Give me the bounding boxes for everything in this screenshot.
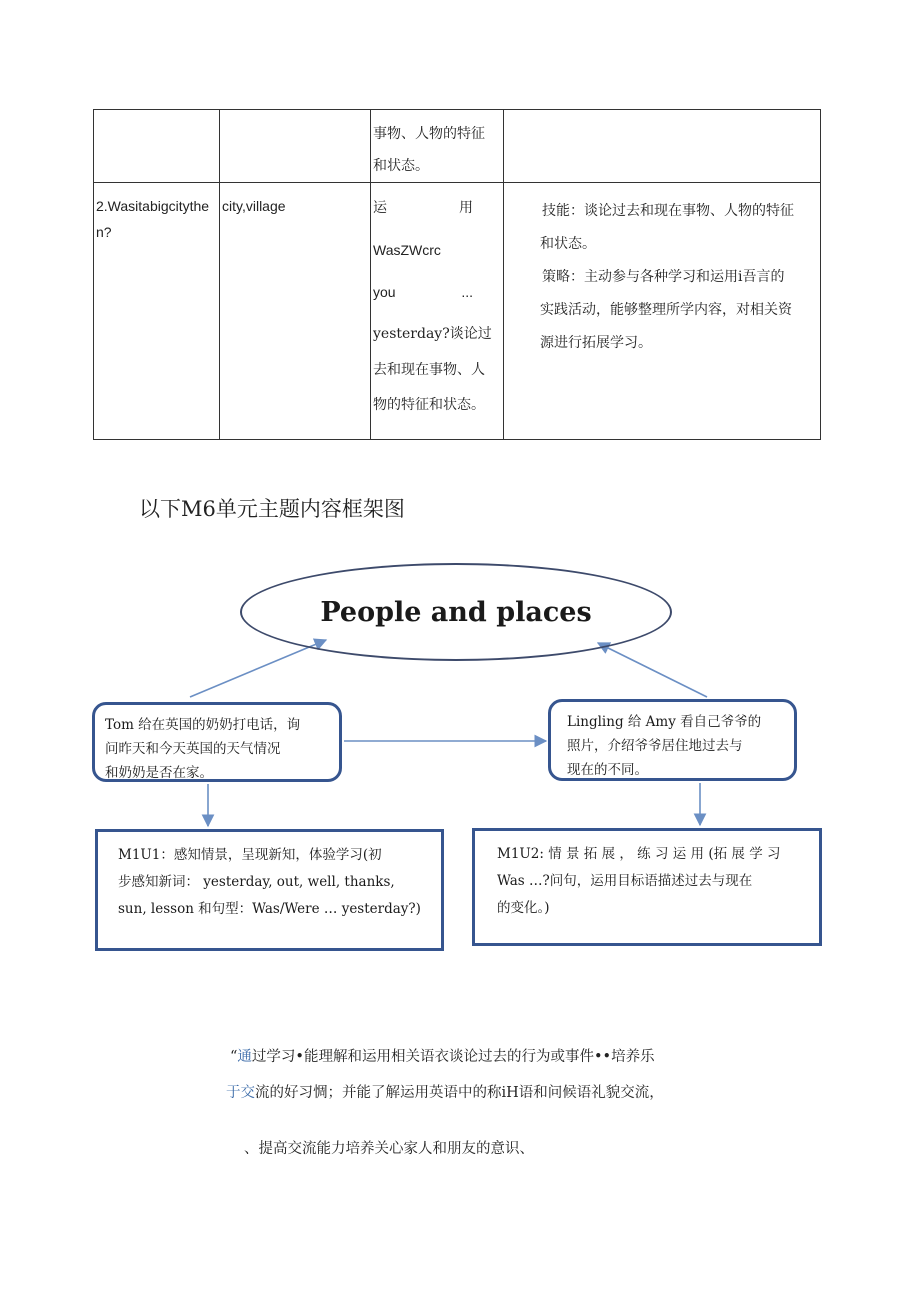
topic-title: People and places <box>320 596 592 628</box>
box-text: sun, lesson 和句型：Was/Were … yesterday?) <box>118 901 421 917</box>
closing-paragraph-line: “通过学习•能理解和运用相关语衣谈论过去的行为或事件••培养乐 <box>230 1049 655 1065</box>
lesson-title: 2.Wasitabigcitythen? <box>96 198 210 240</box>
cell-text: 事物、人物的特征 <box>373 126 485 142</box>
skill-goal: 技能：谈论过去和现在事物、人物的特征 <box>542 203 794 219</box>
strategy-goal: 策略：主动参与各种学习和运用i吾言的 <box>542 269 785 285</box>
box-text: M1U2: 情 景 拓 展 ， 练 习 运 用 (拓 展 学 习 <box>497 846 781 862</box>
box-text: Lingling 给 Amy 看自己爷爷的 <box>567 714 762 730</box>
closing-paragraph-line: 于交流的好习惆；并能了解运用英语中的称iH语和问候语礼貌交流， <box>226 1085 664 1101</box>
table-row <box>94 183 821 440</box>
table-cell <box>94 110 220 183</box>
strategy-goal: 实践活动，能够整理所学内容，对相关资 <box>540 302 792 318</box>
box-text: Was …?问句，运用目标语描述过去与现在 <box>497 873 753 889</box>
cell-text: yesterday?谈论过 <box>373 326 492 342</box>
cell-text: 物的特征和状态。 <box>373 397 485 413</box>
sentence-pattern-cell <box>371 183 504 440</box>
box-text: 问昨天和今天英国的天气情况 <box>105 741 281 757</box>
table-cell <box>504 110 821 183</box>
m1u2-box <box>472 828 822 946</box>
box-text: 现在的不同。 <box>567 762 648 778</box>
cell-text: 去和现在事物、人 <box>373 362 485 378</box>
diagram-heading: 以下M6单元主题内容框架图 <box>139 497 405 521</box>
box-text: 照片，介绍爷爷居住地过去与 <box>567 738 743 754</box>
box-text: M1U1：感知情景，呈现新知，体验学习(初 <box>118 847 382 863</box>
table-cell <box>220 110 371 183</box>
lesson-plan-table <box>93 109 821 440</box>
cell-text: 和状态。 <box>373 158 429 174</box>
arrow-tom-to-topic <box>190 640 326 697</box>
box-text: 的变化。) <box>497 900 550 916</box>
cell-text: WasZWcrc <box>373 242 441 258</box>
box-text: 步感知新词： yesterday, out, well, thanks, <box>118 874 395 890</box>
vocabulary: city,village <box>222 198 286 214</box>
table-cell <box>371 110 504 183</box>
strategy-goal: 源进行拓展学习。 <box>540 335 652 351</box>
lesson-title-cell <box>94 183 220 440</box>
arrow-lingling-to-topic <box>598 643 707 697</box>
goals-cell <box>504 183 821 440</box>
box-text: Tom 给在英国的奶奶打电话，询 <box>105 717 301 733</box>
skill-goal: 和状态。 <box>540 236 596 252</box>
m1u1-box <box>95 829 444 951</box>
closing-paragraph-line: 、提高交流能力培养关心家人和朋友的意识、 <box>244 1141 534 1157</box>
cell-text: you ... <box>373 284 473 300</box>
table-row <box>94 110 821 183</box>
topic-oval <box>240 563 672 661</box>
lingling-story-box <box>548 699 797 781</box>
tom-story-box <box>92 702 342 782</box>
vocabulary-cell <box>220 183 371 440</box>
box-text: 和奶奶是否在家。 <box>105 765 213 781</box>
cell-text: 运 用 <box>373 200 473 216</box>
